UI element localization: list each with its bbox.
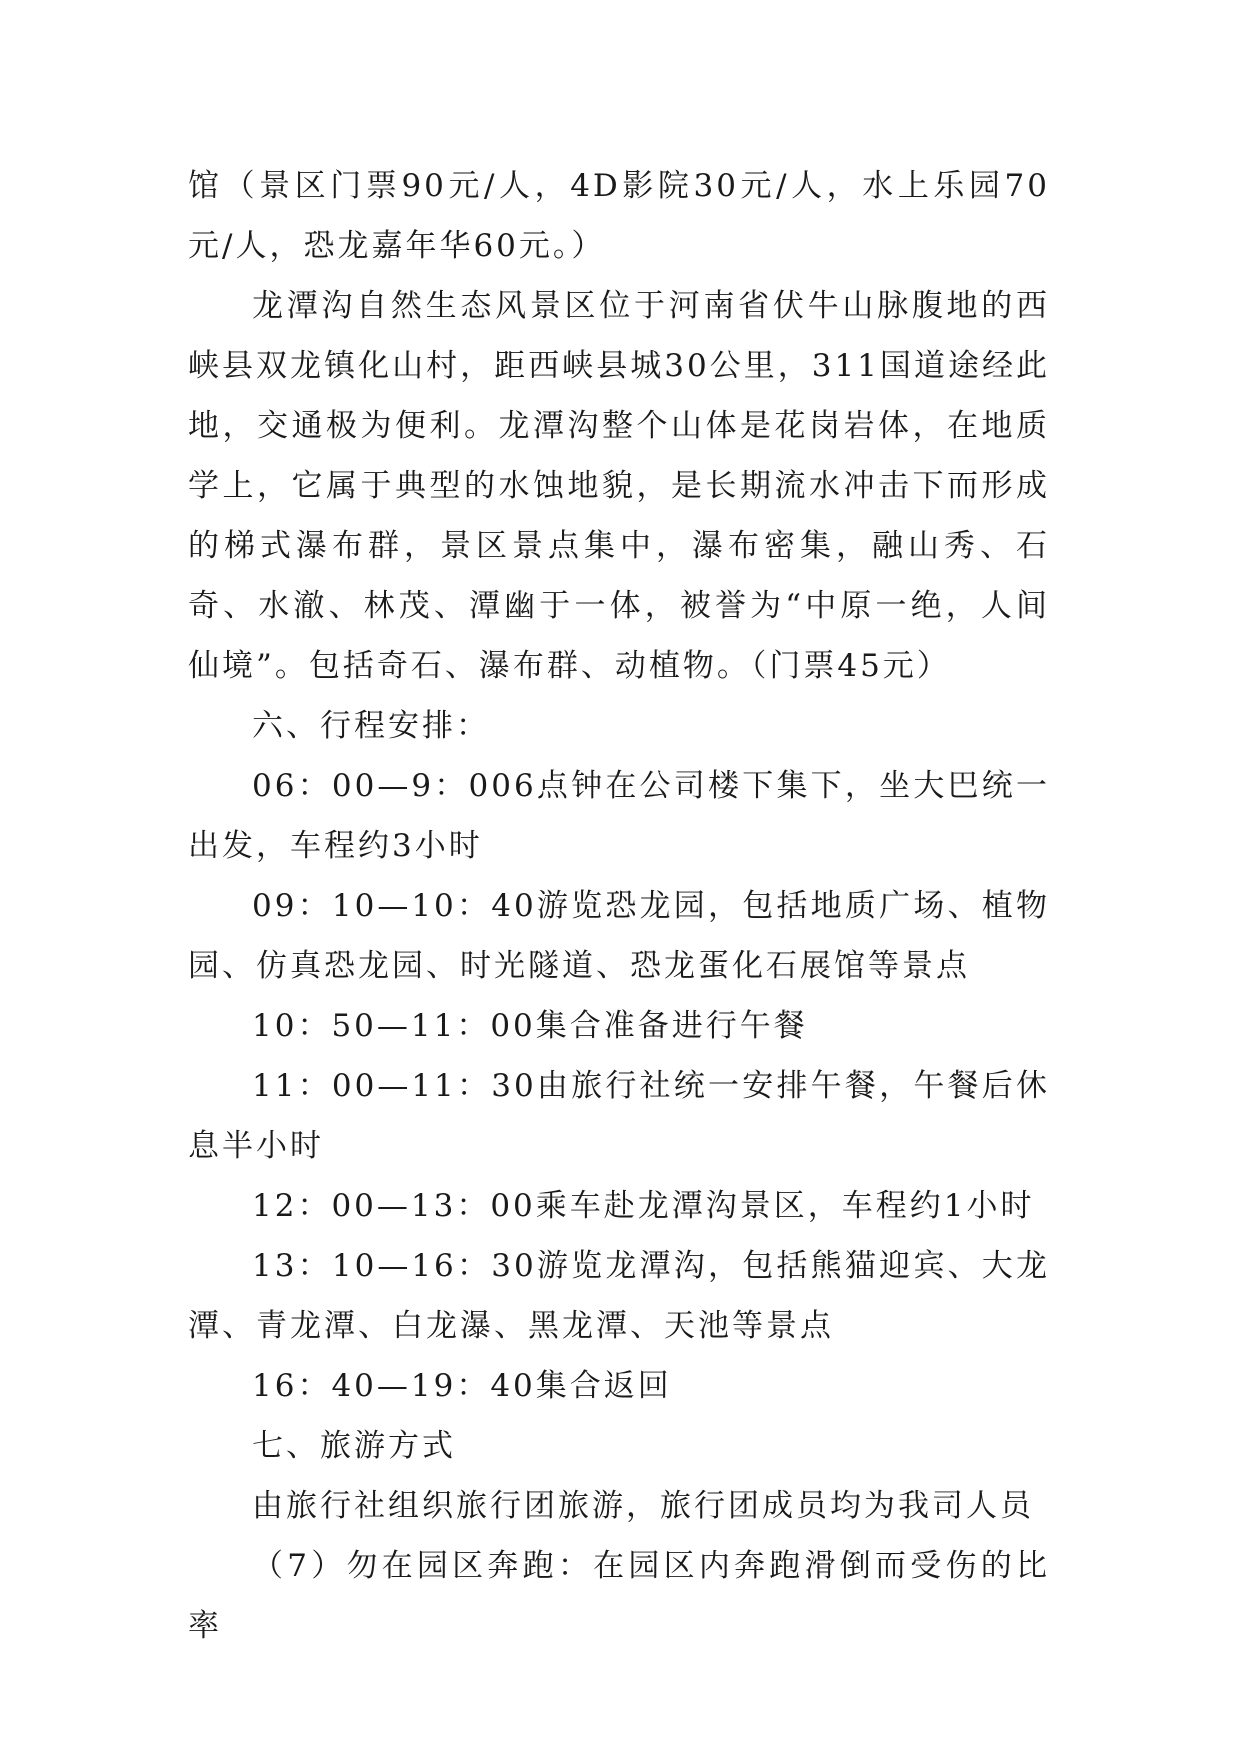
itinerary-item-return: 16：40—19：40集合返回 xyxy=(252,1368,672,1404)
paragraph-travel-mode: 由旅行社组织旅行团旅游，旅行团成员均为我司人员 xyxy=(252,1488,1034,1524)
document-body xyxy=(188,156,1050,1656)
section-heading-travel-mode: 七、旅游方式 xyxy=(252,1428,456,1464)
paragraph-longtangou-intro: 龙潭沟自然生态风景区位于河南省伏牛山脉腹地的西峡县双龙镇化山村，距西峡县城30公里，311国道途经此地，交通极为便利。龙潭沟整个山体是花岗岩体，在地质学上，它属于典型的水蚀地貌，是长期流水冲击下而形成的梯式瀑布群，景区景点集中，瀑布密集，融山秀、石奇、水澈、林茂、潭幽于一体，被誉为“中原一绝，人间仙境”。包括奇石、瀑布群、动植物。（门票45元） xyxy=(188,288,1050,684)
itinerary-item-lunch: 11：00—11：30由旅行社统一安排午餐，午餐后休息半小时 xyxy=(188,1068,1050,1164)
section-heading-itinerary: 六、行程安排： xyxy=(252,708,490,744)
itinerary-item-longtangou-tour: 13：10—16：30游览龙潭沟，包括熊猫迎宾、大龙潭、青龙潭、白龙瀑、黑龙潭、天池等景点 xyxy=(188,1248,1050,1344)
paragraph-ticket-prices: 馆（景区门票90元/人，4D影院30元/人，水上乐园70元/人，恐龙嘉年华60元。） xyxy=(188,168,1050,264)
itinerary-item-transfer: 12：00—13：00乘车赴龙潭沟景区，车程约1小时 xyxy=(252,1188,1035,1224)
itinerary-item-assemble-lunch: 10：50—11：00集合准备进行午餐 xyxy=(252,1008,808,1044)
itinerary-item-dinosaur-park: 09：10—10：40游览恐龙园，包括地质广场、植物园、仿真恐龙园、时光隧道、恐龙蛋化石展馆等景点 xyxy=(188,888,1050,984)
itinerary-item-departure: 06：00—9：006点钟在公司楼下集下，坐大巴统一出发，车程约3小时 xyxy=(188,768,1050,864)
paragraph-safety-note: （7）勿在园区奔跑：在园区内奔跑滑倒而受伤的比率 xyxy=(188,1548,1050,1644)
